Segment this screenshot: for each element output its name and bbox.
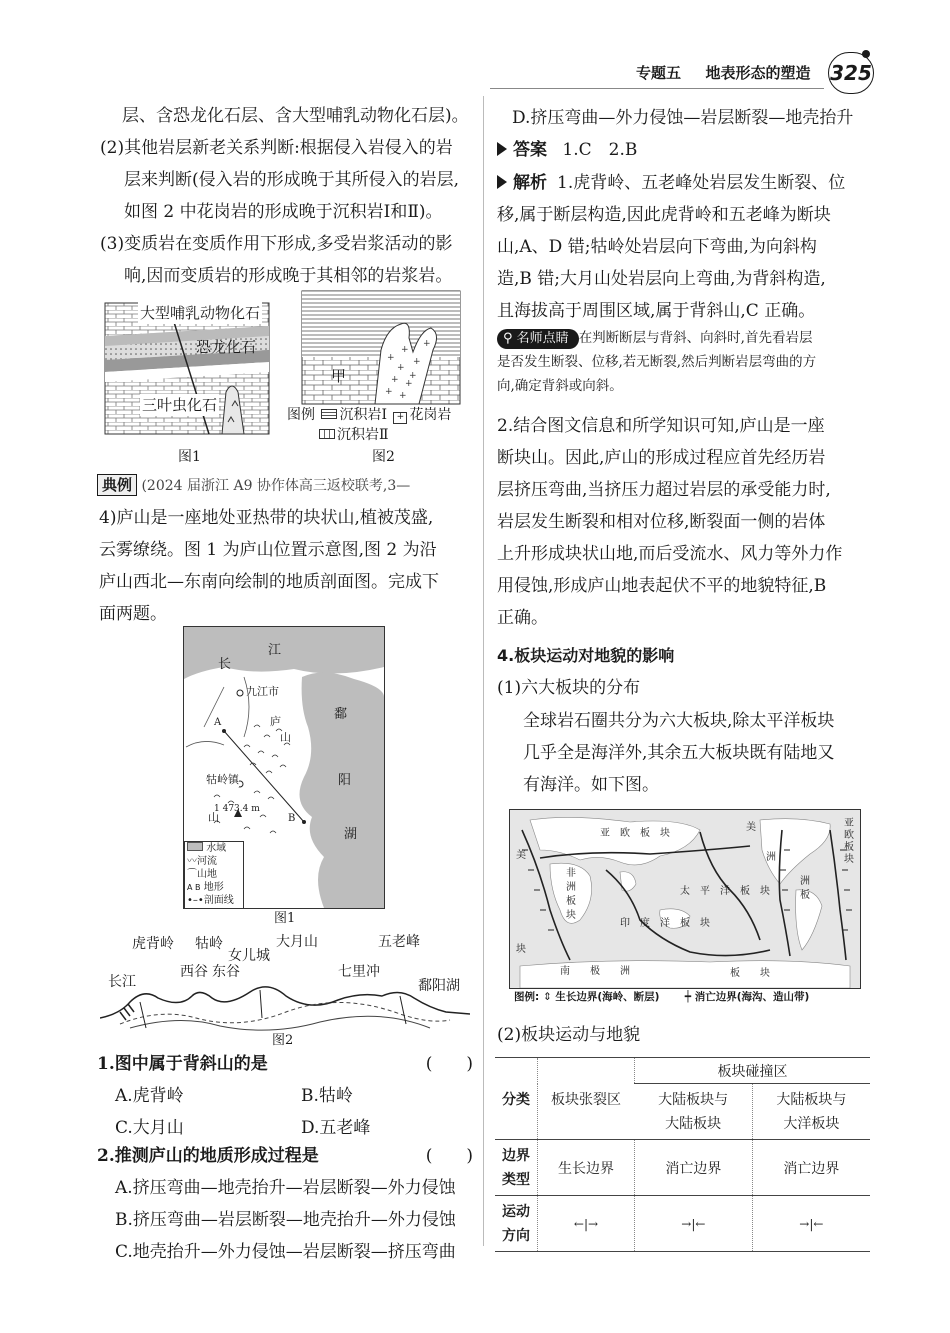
analysis-line-4: 造,B 错;大月山处岩层向上弯曲,为背斜构造, [497, 269, 826, 289]
s4-line-1: 全球岩石圈共分为六大板块,除太平洋板块 [523, 711, 835, 731]
section-4-title: 4.板块运动对地貌的影响 [497, 646, 675, 665]
plate-label-indian: 印 度 洋 板 块 [620, 918, 710, 929]
q1-stem: 1.图中属于背斜山的是 [97, 1054, 268, 1074]
table-row2-cell-1-text: ←|→ [573, 1216, 599, 1231]
fig2-legend-3: 沉积岩Ⅱ [337, 427, 389, 443]
intro-line-3: 层来判断(侵入岩的形成晚于其所侵入的岩层, [124, 170, 460, 190]
plate-map-legend [514, 989, 809, 1005]
plate-label-ou: 欧 [844, 830, 854, 841]
intro-line-4: 如图 2 中花岗岩的形成晚于沉积岩Ⅰ和Ⅱ)。 [124, 202, 443, 222]
plate-label-zhou-1: 洲 [766, 852, 776, 863]
plate-label-ban-1: 板 [566, 896, 576, 907]
analysis-line-2: 移,属于断层构造,因此虎背岭和五老峰为断块 [497, 205, 831, 225]
map-label-a: A [214, 717, 222, 728]
plate-label-pacific: 太 平 洋 板 块 [680, 886, 770, 897]
table-row1-cell-2 [635, 1140, 753, 1196]
example-line-4: 面两题。 [99, 604, 167, 624]
map-legend-mountain: 山地 [197, 869, 217, 880]
p2-line-3: 层挤压弯曲,当挤压力超过岩层的承受能力时, [497, 480, 831, 500]
intro-line-2: (2)其他岩层新老关系判断:根据侵入岩侵入的岩 [100, 138, 453, 158]
q2-stem: 2.推测庐山的地质形成过程是 [97, 1146, 319, 1166]
q1-option-d: D.五老峰 [301, 1118, 371, 1138]
q2-option-a: A.挤压弯曲—地壳抬升—岩层断裂—外力侵蚀 [115, 1178, 456, 1198]
svg-text:+: + [399, 391, 407, 401]
plate-label-kuai-2: 块 [516, 944, 526, 955]
svg-text:+: + [423, 339, 431, 349]
profile-label-changjiang: 长江 [108, 974, 136, 990]
svg-text:+: + [397, 363, 405, 373]
answer-text: 1.C 2.B [562, 140, 638, 160]
analysis-arrow-icon [497, 175, 507, 189]
s4-line-3: 有海洋。如下图。 [523, 775, 659, 795]
river-icon: 〰 [187, 856, 197, 867]
svg-text:+: + [387, 353, 395, 363]
intro-line-6: 响,因而变质岩的形成晚于其相邻的岩浆岩。 [124, 266, 453, 286]
svg-text:+: + [409, 371, 417, 381]
header-section: 专题五 [636, 64, 682, 82]
analysis-label: 解析 [513, 173, 547, 193]
svg-text:+: + [385, 387, 393, 397]
profile-label-dayueshan: 大月山 [276, 934, 318, 950]
analysis-line-3: 山,A、D 错;牯岭处岩层向下弯曲,为向斜构 [497, 237, 817, 257]
header-rule [490, 88, 824, 89]
plate-label-ban-2: 板 [800, 890, 810, 901]
q1-option-b: B.牯岭 [301, 1086, 353, 1106]
q2-option-d: D.挤压弯曲—外力侵蚀—岩层断裂—地壳抬升 [512, 108, 854, 128]
answer-arrow-icon [497, 142, 507, 156]
table-row1-cell-3 [752, 1140, 870, 1196]
intro-text [100, 100, 469, 292]
plate-label-mei-2: 美 [516, 850, 526, 861]
fig2-caption: 图2 [372, 449, 395, 465]
fig2-legend-title: 图例 [287, 407, 315, 423]
table-row1-cell-3-text: 消亡边界 [783, 1160, 840, 1177]
profile-label-qilichong: 七里冲 [338, 964, 380, 980]
mountain-icon: ⌒ [187, 869, 197, 880]
p2-line-5: 上升形成块状山地,而后受流水、风力等外力作 [497, 544, 843, 564]
fig2-legend-2: 花岗岩 [409, 407, 452, 423]
profile-label-wulaofeng: 五老峰 [378, 934, 420, 950]
profile-label-donggu: 东谷 [212, 964, 240, 980]
example-line-2: 云雾缭绕。图 1 为庐山位置示意图,图 2 为沿 [99, 540, 437, 560]
q1-option-a: A.虎背岭 [115, 1086, 184, 1106]
plate-label-ya: 亚 [844, 818, 854, 829]
svg-text:+: + [401, 345, 409, 355]
s4-line-2: 几乎全是海洋外,其余五大板块既有陆地又 [523, 743, 835, 763]
map-legend-river: 河流 [197, 856, 217, 867]
table-head-class-text: 分类 [502, 1091, 530, 1108]
table-row2-head [495, 1196, 538, 1252]
map-legend-profile: 剖面线 [203, 895, 234, 906]
plate-label-kuai-1: 块 [566, 910, 576, 921]
page-number-text: 325 [830, 61, 872, 85]
table-head-split [538, 1058, 635, 1140]
map-legend-terrain: 地形 [203, 882, 224, 893]
table-row2-cell-2-text: →|← [681, 1216, 706, 1231]
map-caption: 图1 [274, 911, 296, 926]
plate-label-zhou-3: 洲 [800, 876, 810, 887]
plate-boundary-table [495, 1057, 870, 1252]
profile-line-icon: •–• [187, 895, 204, 906]
question-1 [97, 1048, 473, 1144]
plate-label-mei-1: 美 [746, 822, 756, 833]
table-row2-cell-3 [752, 1196, 870, 1252]
header-title: 地表形态的塑造 [705, 64, 811, 82]
answer-label: 答案 [513, 140, 547, 160]
fig2-legend-1: 沉积岩Ⅰ [339, 407, 387, 423]
plate-label-kuai-3: 块 [844, 854, 854, 865]
fig1-label-dinosaur: 恐龙化石 [196, 338, 257, 356]
analysis-line-5: 且海拔高于周围区域,属于背斜山,C 正确。 [497, 301, 816, 321]
table-head-co-2: 大洋板块 [783, 1115, 840, 1132]
table-row1-cell-2-text: 消亡边界 [665, 1160, 722, 1177]
table-head-cc-2: 大陆板块 [665, 1115, 722, 1132]
tip-key-icon: ⚲ [503, 331, 513, 346]
p2-line-7: 正确。 [497, 608, 548, 628]
p2-line-2: 断块山。因此,庐山的形成过程应首先经历岩 [497, 448, 826, 468]
map-label-po: 鄱 [334, 707, 348, 722]
legend-growth-boundary: 生长边界(海岭、断层) [555, 991, 660, 1003]
svg-text:+: + [391, 375, 399, 385]
p2-line-1: 2.结合图文信息和所学知识可知,庐山是一座 [497, 416, 825, 436]
q2-option-c: C.地壳抬升—外力侵蚀—岩层断裂—挤压弯曲 [115, 1242, 456, 1262]
fig2-label-jia: 甲 [331, 367, 347, 385]
column-divider [483, 96, 484, 1246]
fig1-label-trilobite: 三叶虫化石 [142, 396, 218, 414]
plate-label-antarctic-ban: 板 块 [730, 968, 770, 979]
example-tag: 典例 [97, 474, 137, 496]
fig1-label-mammal: 大型哺乳动物化石 [140, 304, 261, 322]
profile-caption: 图2 [272, 1033, 294, 1048]
table-row2-cell-3-text: →|← [799, 1216, 824, 1231]
example-source: (2024 届浙江 A9 协作体高三返校联考,3— [141, 478, 411, 494]
subduction-boundary-icon: ┿ [684, 991, 692, 1003]
table-row2-cell-1 [538, 1196, 635, 1252]
legend-subduction-boundary: 消亡边界(海沟、造山带) [694, 991, 810, 1003]
answer-block [497, 134, 637, 166]
map-label-city: 九江市 [246, 685, 279, 698]
table-row2-head-2: 方向 [502, 1227, 530, 1244]
table-head-split-text: 板块张裂区 [551, 1091, 621, 1108]
table-head-co-1: 大陆板块与 [776, 1091, 847, 1108]
map-legend [184, 841, 244, 909]
running-header [636, 62, 811, 83]
table-head-cc-1: 大陆板块与 [658, 1091, 729, 1108]
map-label-town: 牯岭镇 [206, 773, 239, 786]
svg-text:+: + [405, 379, 413, 389]
plate-label-eurasia: 亚 欧 板 块 [600, 828, 670, 839]
analysis-line-1: 1.虎背岭、五老峰处岩层发生断裂、位 [557, 173, 846, 193]
analysis-q2 [497, 410, 842, 634]
q1-option-c: C.大月山 [115, 1118, 184, 1138]
tip-label-text: 名师点睛 [516, 331, 569, 346]
example-line-1: 4)庐山是一座地处亚热带的块状山,植被茂盛, [99, 508, 434, 528]
fig1-caption: 图1 [178, 449, 201, 465]
q1-answer-paren: ( ) [425, 1054, 473, 1074]
p2-line-4: 岩层发生断裂和相对位移,断裂面一侧的岩体 [497, 512, 826, 532]
table-row2-cell-2 [635, 1196, 753, 1252]
table-row1-head [495, 1140, 538, 1196]
profile-label-hubeiling: 虎背岭 [132, 936, 174, 952]
svg-text:+: + [413, 357, 421, 367]
map-label-shan-name: 山 [280, 731, 291, 744]
map-label-chang: 长 [218, 657, 232, 672]
map-label-peak: 1 473.4 m [214, 804, 260, 814]
intro-line-1: 层、含恐龙化石层、含大型哺乳动物化石层)。 [122, 106, 469, 126]
legend-swatch-brick [319, 429, 335, 439]
legend-water-swatch [187, 842, 203, 851]
section-4-sub1: (1)六大板块的分布 [497, 678, 641, 698]
analysis-block [497, 167, 845, 327]
table-row1-head-2: 类型 [502, 1171, 530, 1188]
q2-answer-paren: ( ) [425, 1146, 473, 1166]
table-head-collide [635, 1058, 871, 1084]
header-dot [862, 50, 870, 58]
map-label-lu: 庐 [270, 715, 281, 728]
p2-line-6: 用侵蚀,形成庐山地表起伏不平的地貌特征,B [497, 576, 827, 596]
intro-line-5: (3)变质岩在变质作用下形成,多受岩浆活动的影 [100, 234, 453, 254]
map-label-jiang: 江 [268, 643, 282, 658]
tip-line-2: 是否发生断裂、位移,若无断裂,然后判断岩层弯曲的方 [497, 354, 817, 370]
strata-figure-2 [301, 290, 463, 406]
question-2 [97, 1140, 473, 1268]
tip-line-3: 向,确定背斜或向斜。 [497, 378, 623, 394]
example-block [97, 470, 439, 630]
profile-label-poyanghu: 鄱阳湖 [418, 978, 460, 994]
geologic-profile [100, 978, 470, 1038]
page-number [828, 52, 874, 94]
profile-label-nvercheng: 女儿城 [228, 948, 270, 964]
tip-line-1: 在判断断层与背斜、向斜时,首先看岩层 [578, 330, 813, 346]
section-4-sub2: (2)板块运动与地貌 [497, 1025, 641, 1045]
section-4-text [523, 705, 834, 801]
plate-label-antarctic: 南 极 洲 [560, 966, 630, 977]
teacher-tip [497, 326, 816, 398]
legend-swatch-hlines [321, 409, 337, 419]
map-label-yang: 阳 [338, 773, 352, 788]
tip-label [497, 329, 579, 349]
legend-swatch-plus: + [393, 412, 407, 424]
map-label-hu: 湖 [344, 827, 358, 842]
plate-world-map [509, 809, 861, 989]
map-label-b: B [288, 813, 296, 824]
table-row2-head-1: 运动 [502, 1203, 530, 1220]
map-legend-ab: A B [187, 883, 201, 892]
legend-prefix: 图例: [514, 991, 540, 1003]
table-head-collide-text: 板块碰撞区 [717, 1063, 788, 1080]
table-head-class [495, 1058, 538, 1140]
table-head-cc [635, 1084, 753, 1140]
table-head-co [752, 1084, 870, 1140]
map-legend-water: 水域 [206, 843, 227, 854]
table-row1-cell-1-text: 生长边界 [558, 1160, 614, 1177]
map-label-mount: 山 [208, 811, 219, 824]
q2-option-b: B.挤压弯曲—岩层断裂—地壳抬升—外力侵蚀 [115, 1210, 456, 1230]
growth-boundary-icon: ⇕ [542, 991, 552, 1003]
table-row1-cell-1 [538, 1140, 635, 1196]
profile-label-guling: 牯岭 [195, 936, 223, 952]
lushan-location-map [183, 626, 385, 909]
plate-label-zhou-2: 洲 [566, 882, 576, 893]
plate-label-ban-3: 板 [844, 842, 854, 853]
fig2-legend [287, 405, 451, 445]
example-line-3: 庐山西北—东南向绘制的地质剖面图。完成下 [99, 572, 439, 592]
plate-label-fei: 非 [566, 868, 576, 879]
profile-label-xigu: 西谷 [180, 964, 208, 980]
table-row1-head-1: 边界 [502, 1147, 530, 1164]
